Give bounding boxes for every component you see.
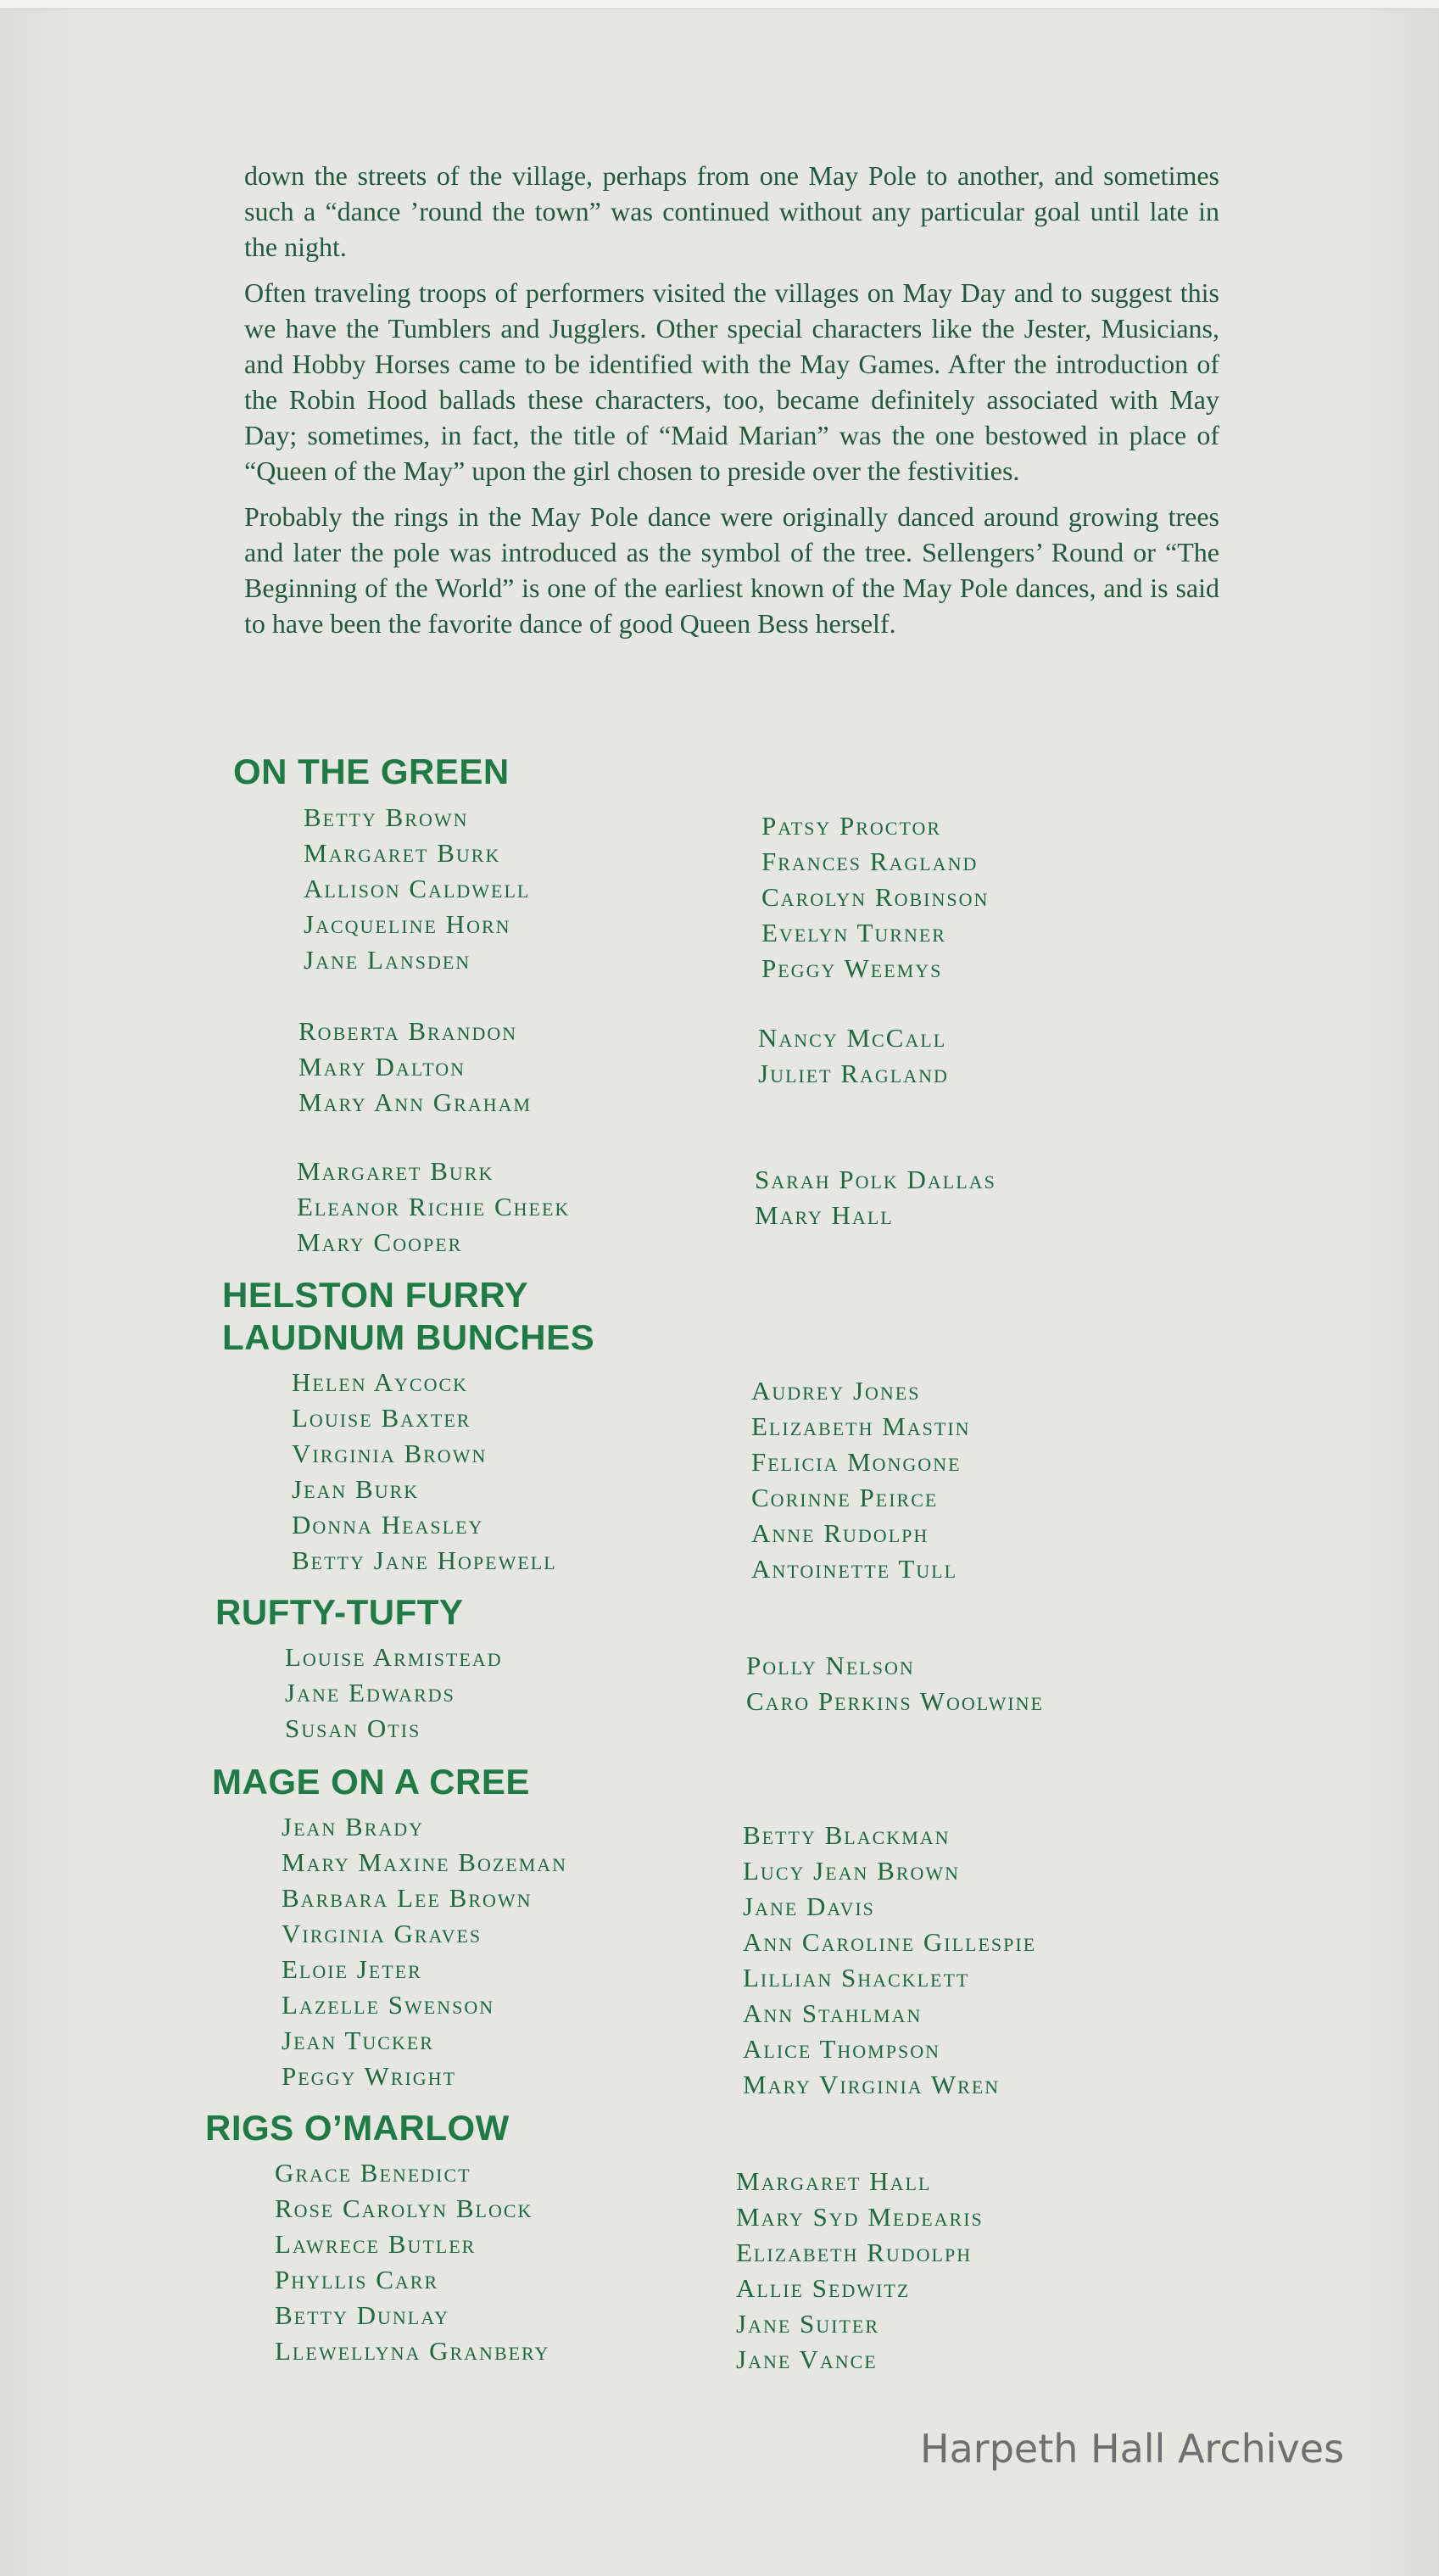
on-the-green-group1-left: [304, 800, 530, 978]
cast-name: Mary Cooper: [297, 1227, 463, 1257]
cast-name: Allie Sedwitz: [736, 2273, 911, 2303]
cast-name: Betty Brown: [304, 802, 469, 832]
cast-name: Elizabeth Mastin: [751, 1411, 971, 1441]
cast-name: Jean Tucker: [282, 2026, 434, 2055]
cast-name: Alice Thompson: [743, 2034, 940, 2064]
cast-name: Donna Heasley: [292, 1510, 484, 1539]
cast-name: Frances Ragland: [761, 847, 979, 876]
on-the-green-group2-right: [758, 1020, 949, 1092]
cast-name: Margaret Burk: [297, 1156, 494, 1186]
cast-name: Antoinette Tull: [751, 1554, 958, 1584]
mage-right: [743, 1818, 1036, 2103]
cast-name: Mary Syd Medearis: [736, 2202, 984, 2232]
cast-name: Jane Davis: [743, 1891, 875, 1921]
cast-name: Peggy Weemys: [761, 953, 943, 983]
cast-name: Sarah Polk Dallas: [755, 1165, 996, 1194]
cast-name: Mary Dalton: [298, 1052, 466, 1081]
section-heading-laudnum-bunches: LAUDNUM BUNCHES: [222, 1317, 595, 1357]
cast-name: Juliet Ragland: [758, 1059, 949, 1088]
cast-name: Margaret Burk: [304, 838, 501, 868]
mage-left: [282, 1809, 567, 2094]
cast-name: Grace Benedict: [275, 2158, 471, 2188]
cast-name: Allison Caldwell: [304, 874, 531, 903]
cast-name: Anne Rudolph: [751, 1518, 929, 1548]
rigs-left: [275, 2155, 549, 2369]
cast-name: Ann Stahlman: [743, 1998, 923, 2028]
cast-name: Barbara Lee Brown: [282, 1883, 533, 1913]
archive-watermark: Harpeth Hall Archives: [920, 2426, 1345, 2472]
cast-name: Lawrece Butler: [275, 2229, 477, 2259]
cast-name: Louise Baxter: [292, 1403, 471, 1433]
cast-name: Louise Armistead: [285, 1642, 503, 1672]
cast-name: Rose Carolyn Block: [275, 2193, 533, 2223]
section-heading-helston-furry: HELSTON FURRY: [222, 1275, 529, 1315]
cast-name: Mary Hall: [755, 1200, 894, 1230]
on-the-green-group1-right: [761, 808, 989, 986]
cast-name: Audrey Jones: [751, 1376, 921, 1405]
intro-paragraph: Often traveling troops of performers visited the villages on May Day and to suggest this we have the Tumblers and Jugglers. Other special characters like the Jester, Musicians, and Hobby Horses came to be identified with the May Games. After the introduction of the Robin Hood ballads these characters, too, became definitely associated with May Day; sometimes, in fact, the title of “Maid Marian” was the one bestowed in place of “Queen of the May” upon the girl chosen to preside over the festivities.: [244, 277, 1219, 486]
cast-name: Jane Suiter: [736, 2309, 880, 2339]
rigs-right: [736, 2164, 984, 2378]
cast-name: Jane Edwards: [285, 1678, 455, 1707]
cast-name: Evelyn Turner: [761, 918, 946, 947]
cast-name: Ann Caroline Gillespie: [743, 1927, 1037, 1957]
cast-name: Carolyn Robinson: [761, 882, 990, 912]
cast-name: Lazelle Swenson: [282, 1990, 495, 2020]
cast-name: Lucy Jean Brown: [743, 1856, 961, 1886]
on-the-green-group3-right: [755, 1162, 996, 1233]
cast-name: Jacqueline Horn: [304, 909, 511, 939]
cast-name: Peggy Wright: [282, 2061, 457, 2091]
cast-name: Elizabeth Rudolph: [736, 2238, 973, 2267]
section-heading-rigs-omarlow: RIGS O’MARLOW: [205, 2108, 510, 2148]
cast-name: Lillian Shacklett: [743, 1963, 970, 1992]
cast-name: Mary Maxine Bozeman: [282, 1847, 568, 1877]
intro-paragraph: down the streets of the village, perhaps from one May Pole to another, and sometimes such a “dance ’round the town” was continued without any particular goal until late in the night.: [244, 160, 1219, 262]
on-the-green-group3-left: [297, 1154, 570, 1260]
cast-name: Betty Jane Hopewell: [292, 1545, 557, 1575]
cast-name: Betty Dunlay: [275, 2300, 449, 2330]
page-top-edge: [0, 0, 1439, 9]
cast-name: Polly Nelson: [746, 1651, 915, 1680]
cast-name: Phyllis Carr: [275, 2265, 439, 2294]
cast-name: Jean Brady: [282, 1812, 425, 1841]
cast-name: Corinne Peirce: [751, 1483, 939, 1512]
cast-name: Eloie Jeter: [282, 1954, 422, 1984]
rufty-right: [746, 1648, 1044, 1719]
cast-name: Jean Burk: [292, 1474, 420, 1504]
intro-text: [244, 158, 1219, 651]
cast-name: Margaret Hall: [736, 2166, 932, 2196]
cast-name: Mary Ann Graham: [298, 1087, 533, 1117]
cast-name: Nancy McCall: [758, 1023, 947, 1053]
on-the-green-group2-left: [298, 1014, 532, 1120]
cast-name: Roberta Brandon: [298, 1016, 518, 1046]
cast-name: Patsy Proctor: [761, 811, 942, 841]
cast-name: Felicia Mongone: [751, 1447, 962, 1477]
cast-name: Jane Vance: [736, 2344, 878, 2374]
section-heading-rufty-tufty: RUFTY-TUFTY: [215, 1592, 464, 1632]
section-heading-mage-on-a-cree: MAGE ON A CREE: [212, 1762, 530, 1802]
helston-left: [292, 1365, 557, 1579]
cast-name: Caro Perkins Woolwine: [746, 1686, 1045, 1716]
cast-name: Mary Virginia Wren: [743, 2070, 1001, 2099]
cast-name: Eleanor Richie Cheek: [297, 1192, 571, 1221]
intro-paragraph: Probably the rings in the May Pole dance were originally danced around growing trees and later the pole was introduced as the symbol of the tree. Sellengers’ Round or “The Beginning of the World” is one of the earliest known of the May Pole dances, and is said to have been the favorite dance of good Queen Bess herself.: [244, 501, 1219, 639]
cast-name: Betty Blackman: [743, 1820, 951, 1850]
cast-name: Jane Lansden: [304, 945, 471, 975]
section-heading-on-the-green: ON THE GREEN: [233, 752, 510, 791]
cast-name: Helen Aycock: [292, 1367, 469, 1397]
helston-right: [751, 1373, 971, 1587]
cast-name: Virginia Brown: [292, 1439, 488, 1468]
rufty-left: [285, 1640, 503, 1746]
cast-name: Llewellyna Granbery: [275, 2336, 550, 2366]
cast-name: Susan Otis: [285, 1713, 421, 1743]
cast-name: Virginia Graves: [282, 1919, 482, 1948]
